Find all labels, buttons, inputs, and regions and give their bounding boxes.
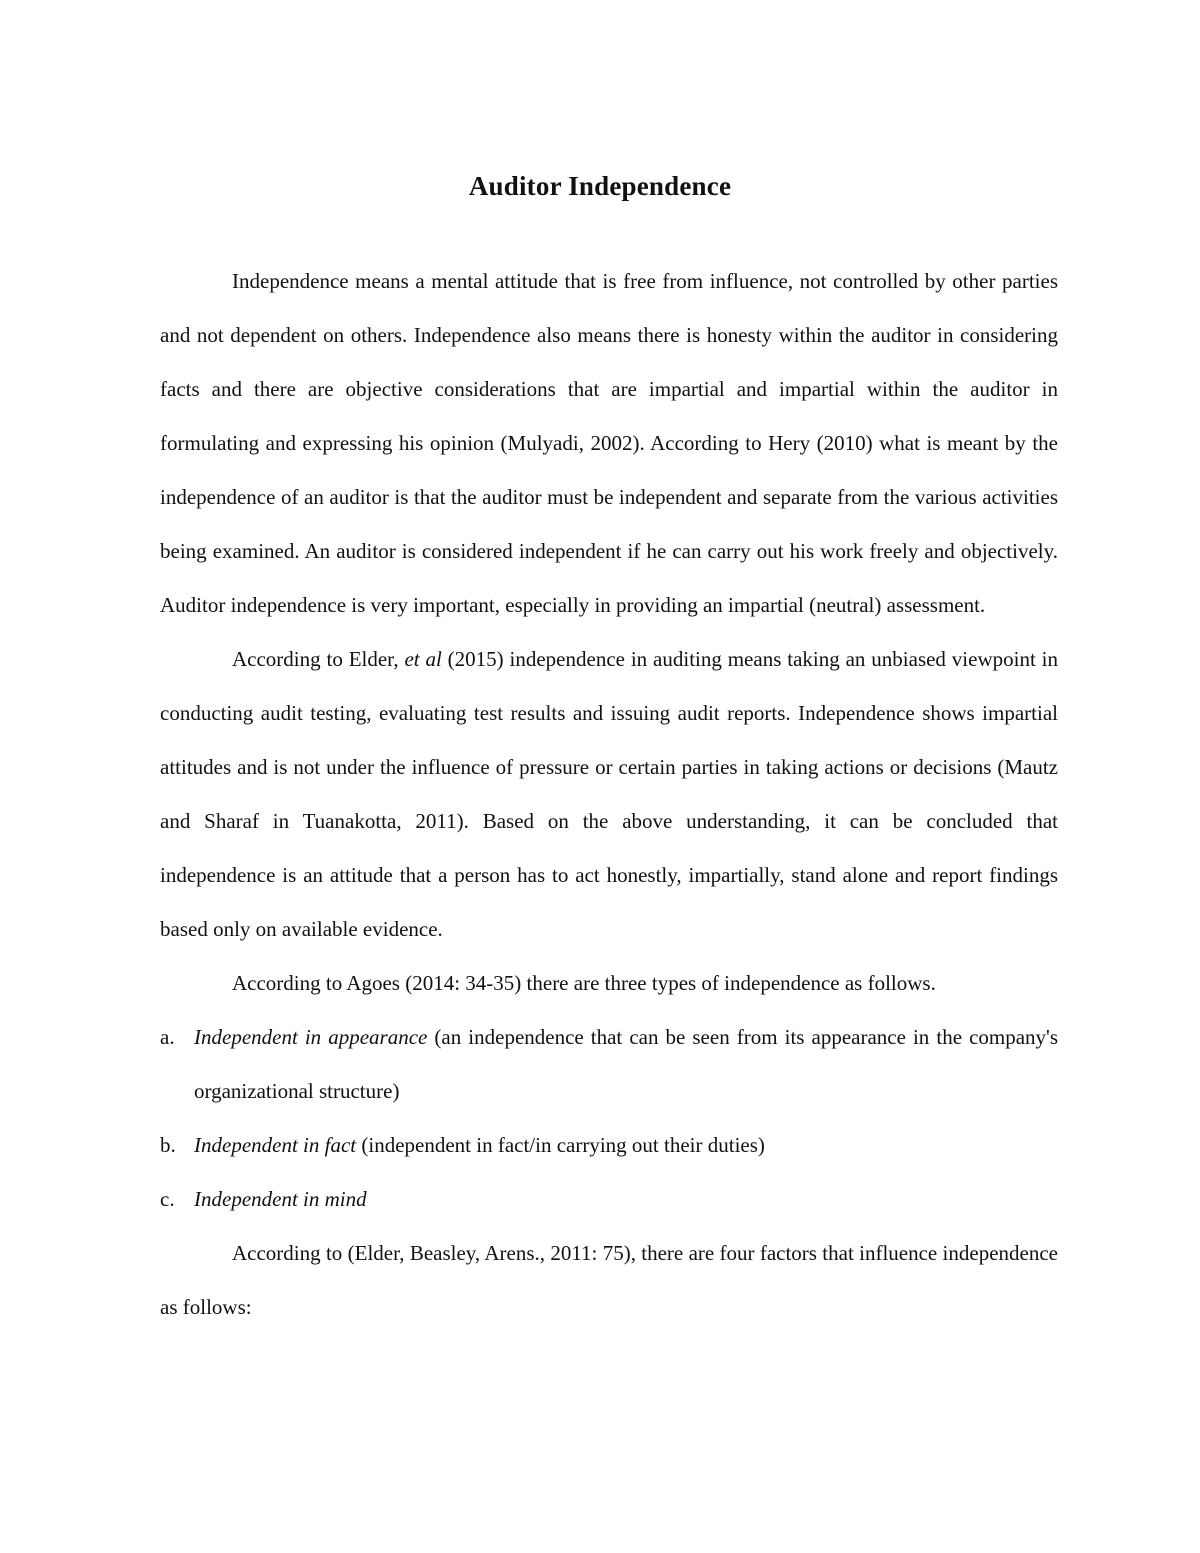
paragraph-factors: According to (Elder, Beasley, Arens., 2011: 75), there are four factors that influence independence as follows: xyxy=(160,1241,1058,1319)
list-item xyxy=(160,1118,1058,1172)
list-item-description: (independent in fact/in carrying out their duties) xyxy=(356,1133,765,1157)
list-item xyxy=(160,1010,1058,1118)
page-title: Auditor Independence xyxy=(468,171,732,201)
list-item-term: Independent in appearance xyxy=(194,1025,428,1049)
list-marker: a. xyxy=(160,1025,175,1049)
paragraph-elder xyxy=(160,632,1058,956)
list-marker: c. xyxy=(160,1187,175,1211)
paragraph-definition: Independence means a mental attitude that is free from influence, not controlled by other parties and not dependent on others. Independence also means there is honesty within the auditor in considering facts and there are objective considerations that are impartial and impartial within the auditor in formulating and expressing his opinion (Mulyadi, 2002). According to Hery (2010) what is meant by the independence of an auditor is that the auditor must be independent and separate from the various activities being examined. An auditor is considered independent if he can carry out his work freely and objectively. Auditor independence is very important, especially in providing an impartial (neutral) assessment. xyxy=(160,269,1058,617)
paragraph-agoes: According to Agoes (2014: 34-35) there are three types of independence as follows. xyxy=(232,971,936,995)
list-item-term: Independent in fact xyxy=(194,1133,357,1157)
paragraph-elder-italic: et al xyxy=(404,647,442,671)
list-item-description: (an independence that can be seen from its appearance in the company's organizational structure) xyxy=(194,1025,1058,1103)
document-body xyxy=(160,254,1058,1334)
paragraph-elder-start: According to Elder, xyxy=(232,647,405,671)
list-marker: b. xyxy=(160,1133,176,1157)
list-item-term: Independent in mind xyxy=(194,1187,367,1211)
paragraph-elder-rest: (2015) independence in auditing means taking an unbiased viewpoint in conducting audit testing, evaluating test results and issuing audit reports. Independence shows impartial attitudes and is not under the influence of pressure or certain parties in taking actions or decisions (Mautz and Sharaf in Tuanakotta, 2011). Based on the above understanding, it can be concluded that independence is an attitude that a person has to act honestly, impartially, stand alone and report findings based only on available evidence. xyxy=(160,647,1058,941)
independence-types-list xyxy=(160,1010,1058,1226)
list-item xyxy=(160,1172,1058,1226)
